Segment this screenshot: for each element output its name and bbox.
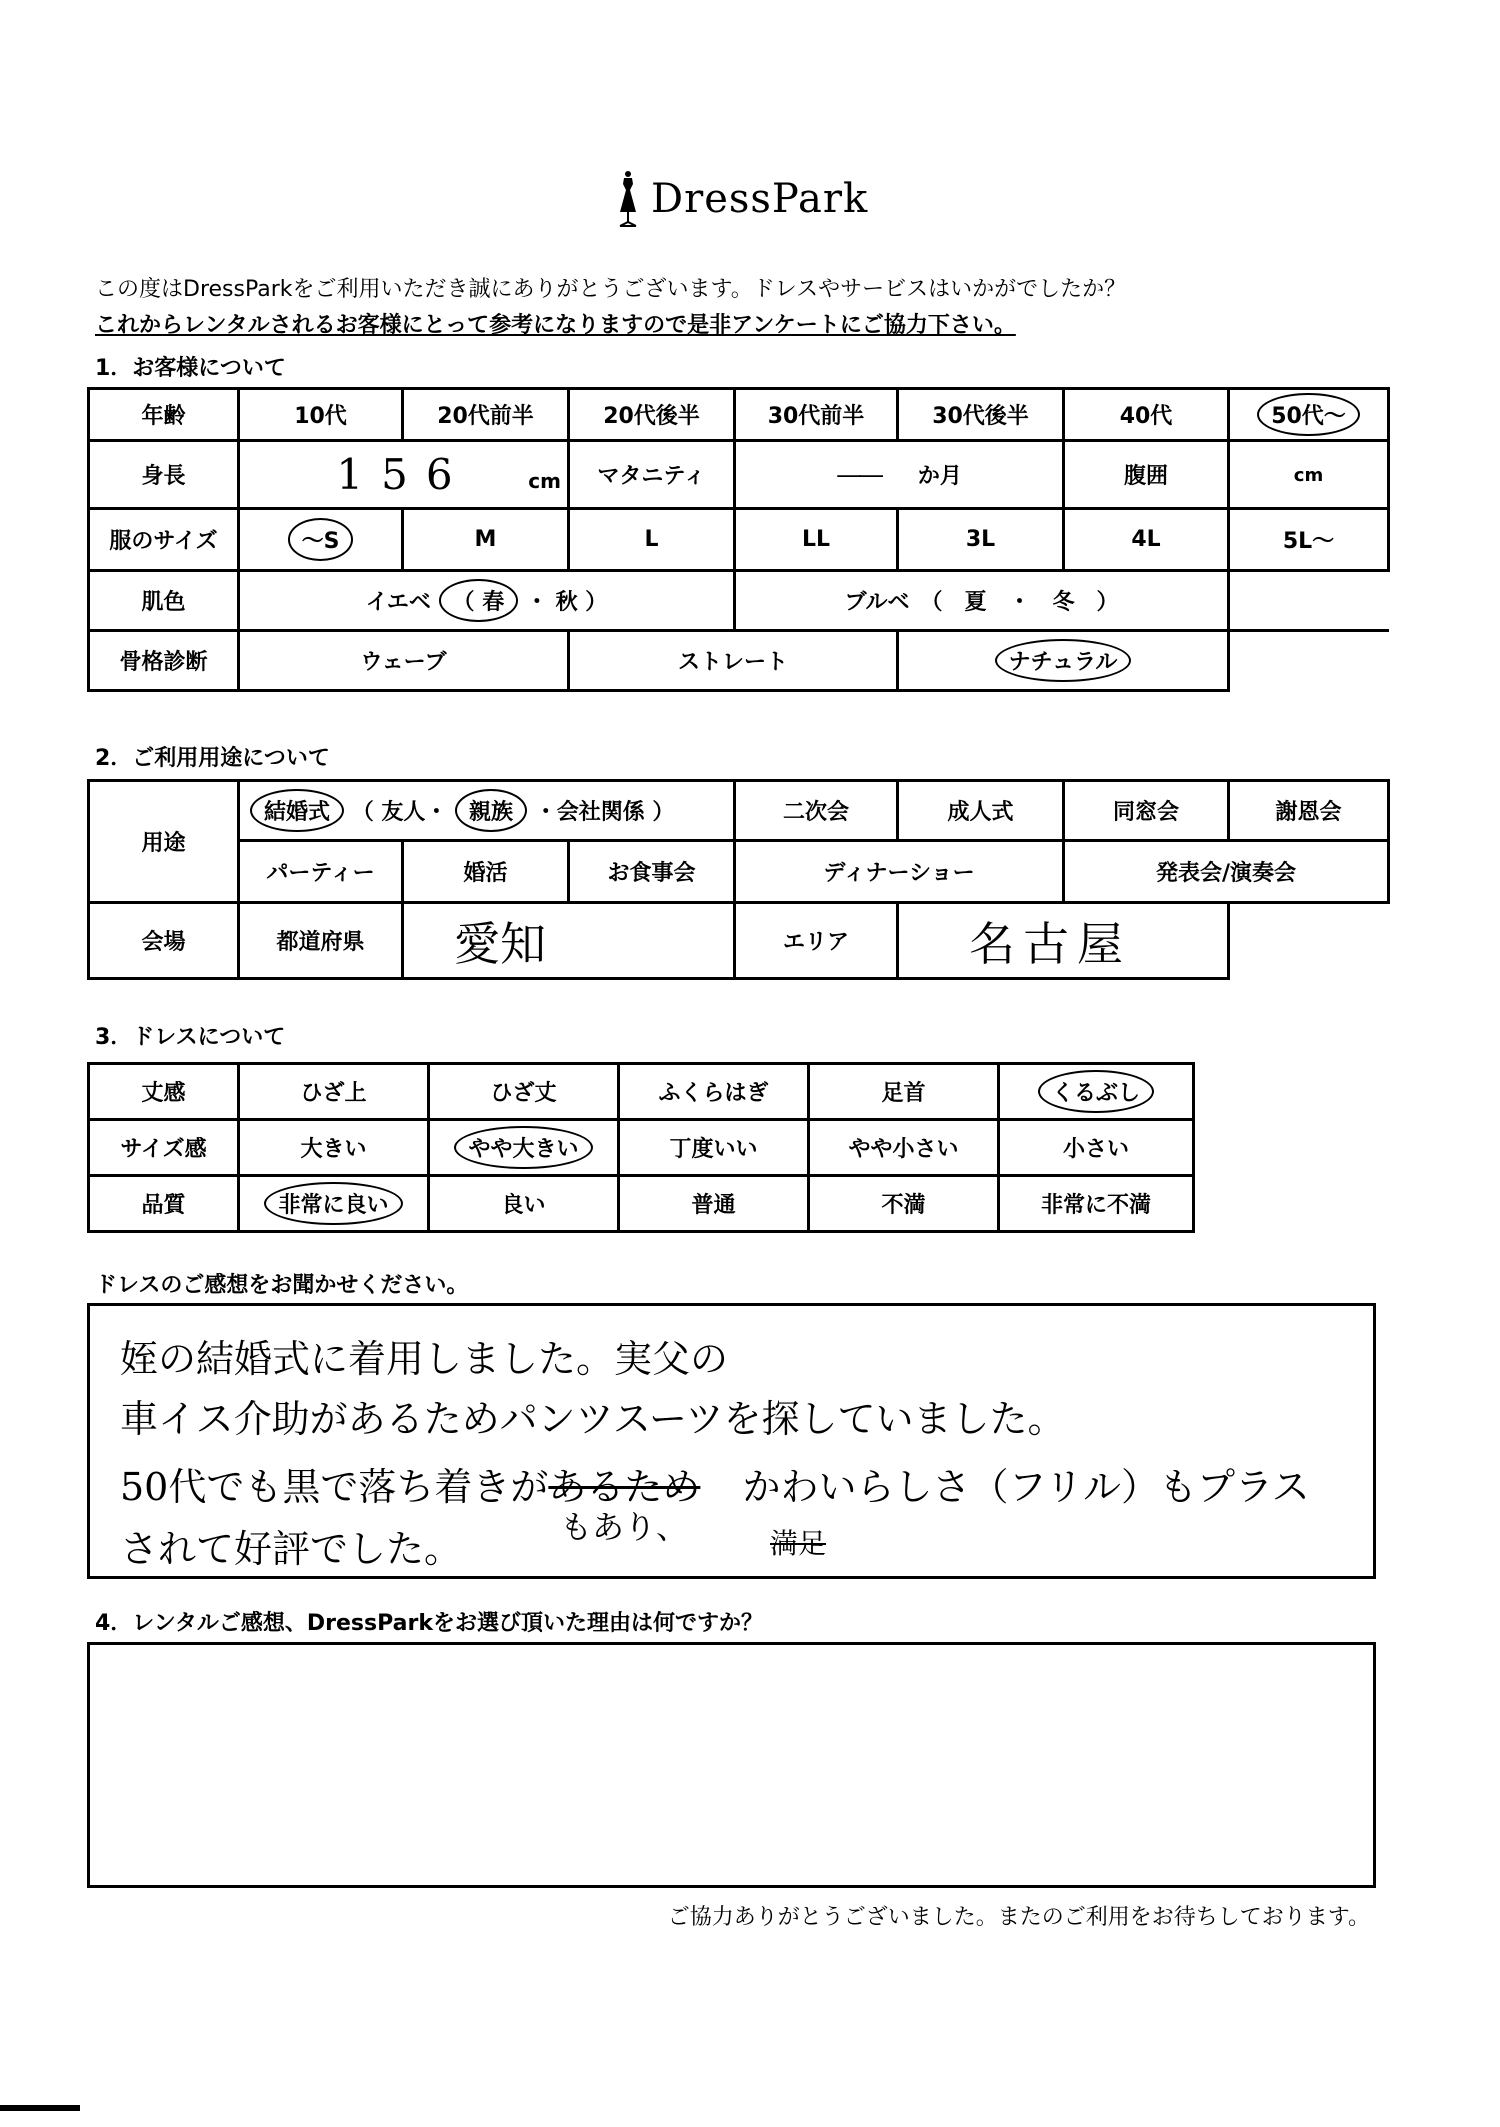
comment-line-1: 姪の結婚式に着用しました。実父の: [120, 1337, 729, 1381]
dress-form-icon: [615, 170, 641, 228]
selection-circle: ナチュラル: [995, 639, 1132, 682]
selection-circle: くるぶし: [1038, 1070, 1154, 1113]
empty-cell: [1229, 571, 1389, 631]
bone-row: [89, 631, 1389, 691]
wedding-option[interactable]: [239, 781, 735, 841]
quality-option[interactable]: 良い: [429, 1176, 619, 1232]
comment-strike-note: 満足: [770, 1527, 827, 1560]
area-label: エリア: [735, 903, 898, 979]
age-option[interactable]: 40代: [1064, 389, 1229, 441]
comment-line-4: されて好評でした。: [120, 1527, 463, 1571]
usage-row-2: [89, 841, 1389, 903]
prefecture-value: 愛知: [454, 916, 546, 971]
fit-option[interactable]: 丁度いい: [619, 1120, 809, 1176]
bone-straight-option[interactable]: ストレート: [569, 631, 898, 691]
maternity-label: マタニティ: [569, 441, 735, 509]
section4-title: 4．レンタルご感想、DressParkをお選び頂いた理由は何ですか？: [95, 1611, 763, 1636]
age-option[interactable]: 20代前半: [403, 389, 569, 441]
length-option[interactable]: ひざ上: [239, 1064, 429, 1120]
height-field[interactable]: [239, 441, 569, 509]
prefecture-label: 都道府県: [239, 903, 403, 979]
selection-circle: 非常に良い: [264, 1182, 402, 1225]
bone-natural-option[interactable]: [898, 631, 1229, 691]
after-party-option[interactable]: 二次会: [735, 781, 898, 841]
wedding-open: （ 友人・: [351, 800, 448, 825]
fit-option-selected[interactable]: [429, 1120, 619, 1176]
skin-yellow-text: イエベ: [365, 590, 431, 615]
usage-row-1: [89, 781, 1389, 841]
size-option[interactable]: 4L: [1064, 509, 1229, 571]
age-option[interactable]: 10代: [239, 389, 403, 441]
selection-circle: やや大きい: [454, 1126, 592, 1169]
maternity-field[interactable]: [735, 441, 1064, 509]
fit-option[interactable]: やや小さい: [809, 1120, 999, 1176]
age-option[interactable]: 30代前半: [735, 389, 898, 441]
scan-edge-mark: [0, 2105, 80, 2111]
fit-option[interactable]: 小さい: [999, 1120, 1194, 1176]
height-row: [89, 441, 1389, 509]
size-option[interactable]: 5L〜: [1229, 509, 1389, 571]
dress-table: [87, 1062, 1195, 1233]
bone-wave-option[interactable]: ウェーブ: [239, 631, 569, 691]
brand-name: DressPark: [651, 176, 869, 222]
selection-circle: 結婚式: [250, 789, 344, 832]
waist-field[interactable]: [1229, 441, 1389, 509]
size-row: [89, 509, 1389, 571]
waist-label: 腹囲: [1064, 441, 1229, 509]
skin-label: 肌色: [89, 571, 239, 631]
height-value: 156: [336, 450, 471, 499]
length-row: [89, 1064, 1194, 1120]
area-value: 名古屋: [969, 916, 1131, 971]
prefecture-field[interactable]: [403, 903, 735, 979]
selection-circle: 〜S: [288, 518, 354, 561]
thanks-party-option[interactable]: 謝恩会: [1229, 781, 1389, 841]
empty-cell: [1229, 903, 1389, 979]
age-option-selected[interactable]: [1229, 389, 1389, 441]
comment-line-2: 車イス介助があるためパンツスーツを探していました。: [120, 1397, 1066, 1441]
comment-line-3: [120, 1456, 1310, 1511]
intro-text: この度はDressParkをご利用いただき誠にありがとうございます。ドレスやサービスはいかがでしたか？: [95, 277, 1127, 302]
coming-of-age-option[interactable]: 成人式: [898, 781, 1064, 841]
age-label: 年齢: [89, 389, 239, 441]
size-option[interactable]: L: [569, 509, 735, 571]
quality-option[interactable]: 非常に不満: [999, 1176, 1194, 1232]
length-option[interactable]: ひざ丈: [429, 1064, 619, 1120]
length-option[interactable]: 足首: [809, 1064, 999, 1120]
comment-strike: あるため: [548, 1465, 701, 1509]
comment-insert: もあり、: [560, 1508, 689, 1546]
venue-row: [89, 903, 1389, 979]
venue-label: 会場: [89, 903, 239, 979]
height-unit: cm: [528, 469, 561, 493]
comments-box[interactable]: [87, 1303, 1376, 1579]
size-option[interactable]: M: [403, 509, 569, 571]
size-option[interactable]: 3L: [898, 509, 1064, 571]
section2-title: 2．ご利用用途について: [95, 746, 330, 771]
length-option[interactable]: ふくらはぎ: [619, 1064, 809, 1120]
comments-title: ドレスのご感想をお聞かせください。: [95, 1273, 469, 1298]
dinner-party-option[interactable]: お食事会: [569, 841, 735, 903]
skin-yellow-option[interactable]: [239, 571, 735, 631]
age-row: [89, 389, 1389, 441]
age-option[interactable]: 20代後半: [569, 389, 735, 441]
skin-row: [89, 571, 1389, 631]
customer-table: [87, 387, 1390, 692]
comment-line-3b: かわいらしさ（フリル）もプラス: [742, 1465, 1310, 1509]
size-label: 服のサイズ: [89, 509, 239, 571]
length-option-selected[interactable]: [999, 1064, 1194, 1120]
usage-table: [87, 779, 1390, 980]
quality-option-selected[interactable]: [239, 1176, 429, 1232]
selection-circle: [439, 579, 519, 622]
konkatsu-option[interactable]: 婚活: [403, 841, 569, 903]
size-option[interactable]: LL: [735, 509, 898, 571]
size-option-selected[interactable]: [239, 509, 403, 571]
fit-label: サイズ感: [89, 1120, 239, 1176]
empty-cell: [1229, 631, 1389, 691]
fit-option[interactable]: 大きい: [239, 1120, 429, 1176]
selection-circle: 50代〜: [1257, 393, 1360, 436]
skin-separator: ・: [525, 590, 548, 615]
skin-autumn: 秋: [555, 590, 578, 615]
skin-blue-option[interactable]: ブルベ （ 夏 ・ 冬 ）: [735, 571, 1229, 631]
waist-unit: cm: [1293, 465, 1324, 486]
skin-paren-open: （: [452, 590, 475, 615]
quality-option[interactable]: 不満: [809, 1176, 999, 1232]
maternity-value: ——: [836, 460, 881, 490]
intro-request: これからレンタルされるお客様にとって参考になりますので是非アンケートにご協力下さい。: [95, 313, 1016, 338]
section3-title: 3．ドレスについて: [95, 1025, 286, 1050]
skin-paren-close: ）: [585, 590, 608, 615]
dinner-show-option[interactable]: ディナーショー: [735, 841, 1064, 903]
recital-option[interactable]: 発表会/演奏会: [1064, 841, 1389, 903]
skin-spring: 春: [482, 590, 505, 615]
use-label: 用途: [89, 781, 239, 903]
rental-feedback-box[interactable]: [87, 1642, 1376, 1888]
quality-row: [89, 1176, 1194, 1232]
footer-thanks: ご協力ありがとうございました。またのご利用をお待ちしております。: [667, 1905, 1370, 1930]
quality-label: 品質: [89, 1176, 239, 1232]
wedding-rest: ・会社関係 ）: [534, 800, 675, 825]
age-option[interactable]: 30代後半: [898, 389, 1064, 441]
area-field[interactable]: [898, 903, 1229, 979]
selection-circle-family: 親族: [455, 789, 527, 832]
party-option[interactable]: パーティー: [239, 841, 403, 903]
brand-logo: [615, 170, 868, 228]
bone-label: 骨格診断: [89, 631, 239, 691]
maternity-unit: か月: [917, 464, 962, 489]
height-label: 身長: [89, 441, 239, 509]
length-label: 丈感: [89, 1064, 239, 1120]
fit-row: [89, 1120, 1194, 1176]
quality-option[interactable]: 普通: [619, 1176, 809, 1232]
comment-line-3a: 50代でも黒で落ち着きが: [120, 1465, 549, 1509]
section1-title: 1．お客様について: [95, 356, 286, 381]
reunion-option[interactable]: 同窓会: [1064, 781, 1229, 841]
